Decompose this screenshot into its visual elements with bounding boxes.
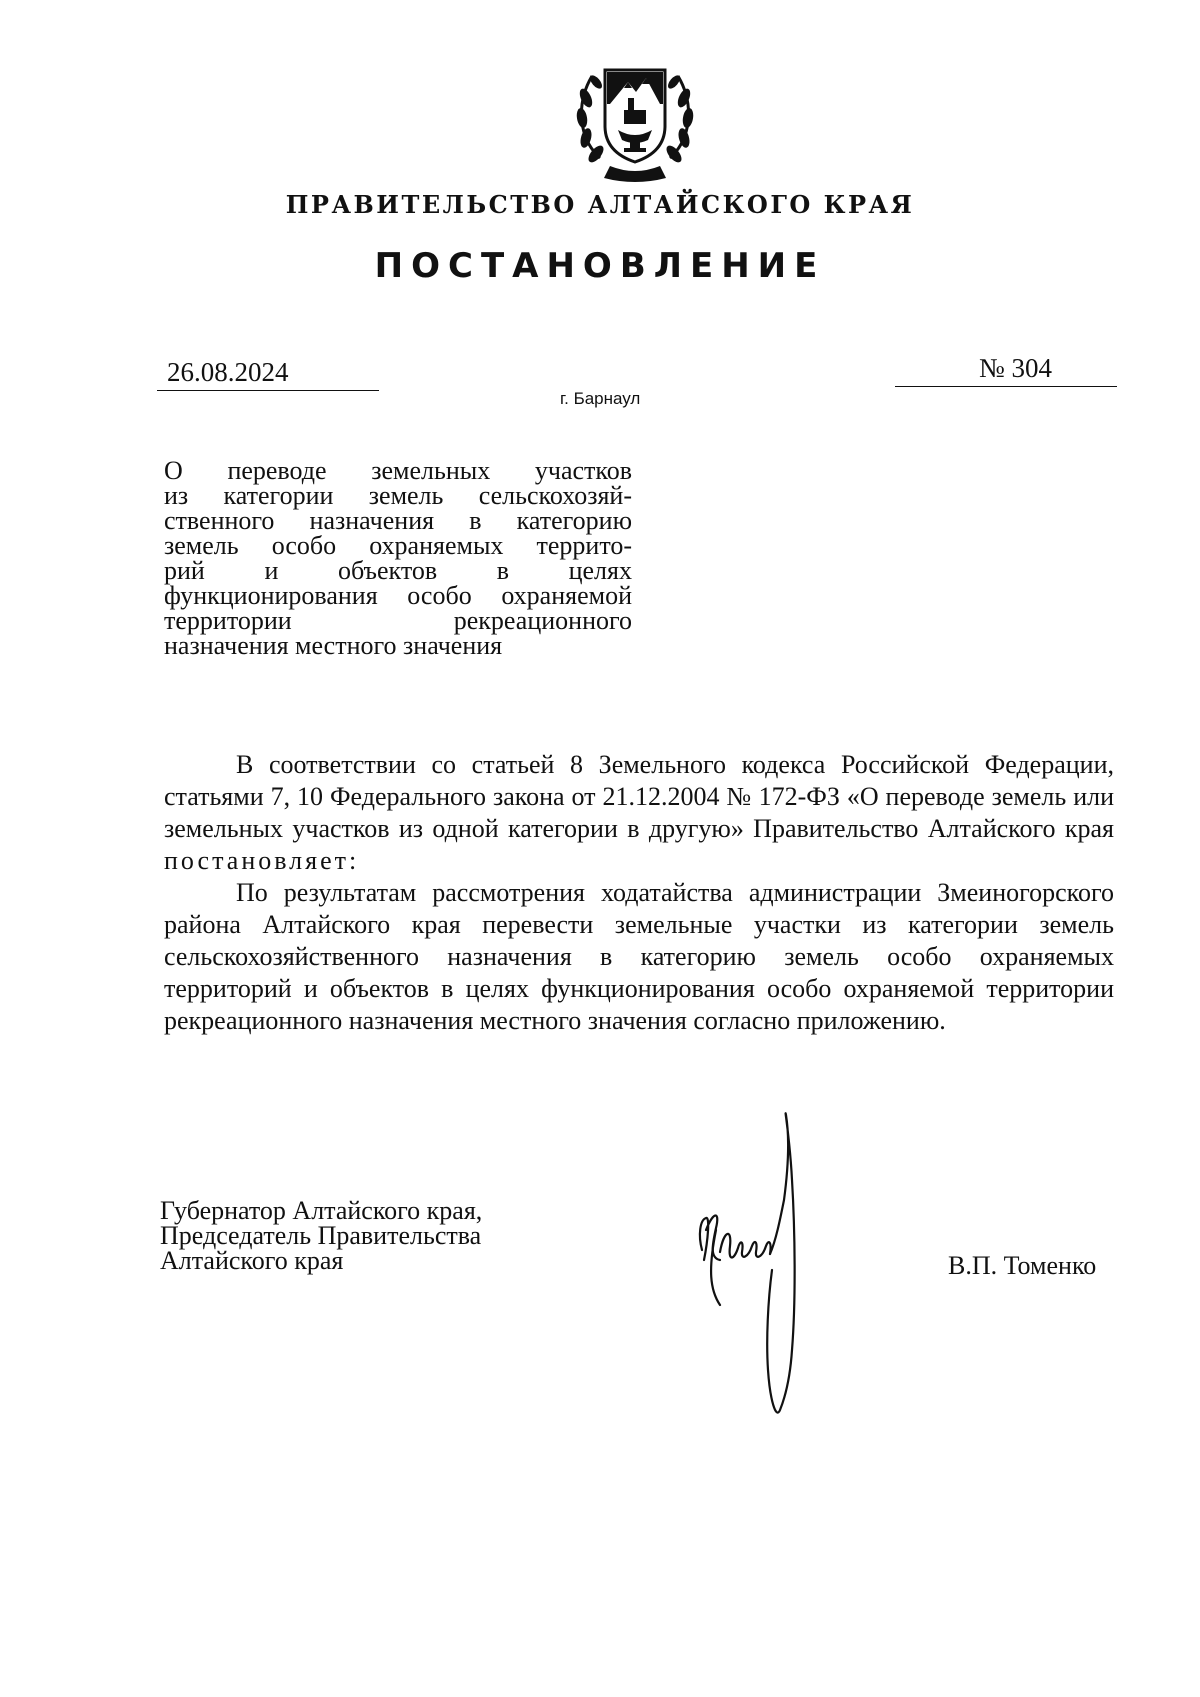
signatory-name: В.П. Томенко xyxy=(948,1251,1097,1280)
subject-line: земель особо охраняемых террито- xyxy=(164,531,632,560)
body-paragraph: По результатам рассмотрения ходатайства администрации Змеиногорского района Алтайского края перевести земельные участки из категории земель сельскохозяйственного назначения в категорию земель особо охраняемых территорий и объектов в целях функционирования особо охраняемой территории рекреационного назначения местного значения согласно приложению. xyxy=(164,878,1114,1035)
body-paragraph xyxy=(164,749,1114,877)
subject-line: назначения местного значения xyxy=(164,631,503,660)
subject-line: функционирования особо охраняемой xyxy=(164,581,632,610)
document-number: № 304 xyxy=(895,352,1117,387)
paragraph-text: В соответствии со статьей 8 Земельного кодекса Российской Федерации, статьями 7, 10 Федерального закона от 21.12.2004 № 172-ФЗ «О переводе земель или земельных участков из одной категории в другую» Правительство Алтайского края xyxy=(164,750,1114,843)
subject-line: территории рекреационного xyxy=(164,606,632,635)
subject-line: О переводе земельных участков xyxy=(164,456,632,485)
document-type: ПОСТАНОВЛЕНИЕ xyxy=(374,246,826,286)
subject-line: рий и объектов в целях xyxy=(164,556,632,585)
document-city: г. Барнаул xyxy=(560,389,641,408)
signatory-title xyxy=(160,1198,482,1273)
altai-krai-coat-of-arms-icon xyxy=(570,48,700,183)
handwritten-signature-icon xyxy=(680,1100,860,1440)
signatory-title-line: Председатель Правительства xyxy=(160,1221,482,1250)
signatory-title-line: Алтайского края xyxy=(160,1246,344,1275)
subject-line: ственного назначения в категорию xyxy=(164,506,632,535)
resolution-keyword: постановляет: xyxy=(164,846,360,875)
signatory-title-line: Губернатор Алтайского края, xyxy=(160,1196,483,1225)
document-body xyxy=(164,749,1114,1037)
subject-line: из категории земель сельскохозяй- xyxy=(164,481,632,510)
organization-name: ПРАВИТЕЛЬСТВО АЛТАЙСКОГО КРАЯ xyxy=(285,190,915,219)
document-subject xyxy=(164,458,632,658)
document-date: 26.08.2024 xyxy=(157,356,379,391)
